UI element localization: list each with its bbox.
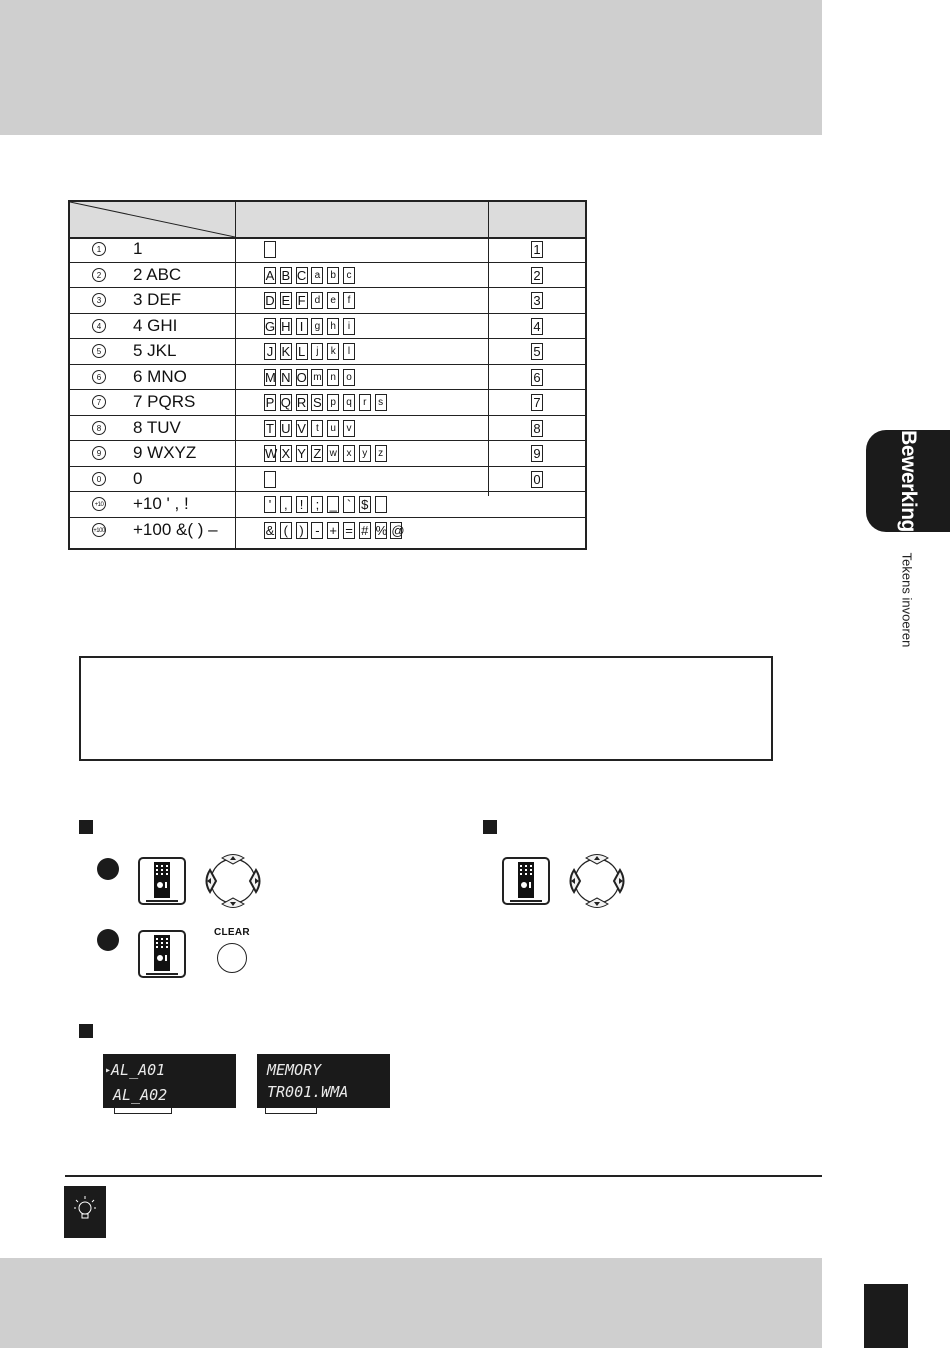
character-cell: # — [359, 522, 371, 539]
display-line: TR001.WMA — [267, 1083, 349, 1101]
number-column — [531, 471, 547, 489]
lightbulb-icon — [64, 1186, 106, 1238]
character-cells — [264, 267, 359, 285]
character-cell — [264, 471, 276, 488]
key-circle-icon: 8 — [92, 421, 106, 435]
step-marker — [97, 858, 119, 880]
table-row — [70, 416, 585, 442]
number-cell: 5 — [531, 343, 543, 360]
character-cell: E — [281, 293, 291, 308]
cursor-pad-icon — [202, 850, 264, 912]
subsection-title: Tekens invoeren — [899, 552, 915, 648]
character-cell: v — [343, 420, 355, 437]
key-circle-icon: 1 — [92, 242, 106, 256]
key-label: 1 — [133, 239, 143, 258]
key-label: +100 &( ) – — [133, 519, 218, 539]
character-cells — [264, 343, 359, 361]
character-cell: g — [311, 318, 323, 335]
number-cell: 8 — [531, 420, 543, 437]
character-cell: ( — [280, 522, 292, 539]
step-marker — [97, 929, 119, 951]
character-cell — [264, 241, 276, 258]
character-cell: L — [296, 343, 308, 360]
character-cell: d — [311, 292, 323, 309]
display-panel — [257, 1054, 390, 1108]
character-cell: a — [311, 267, 323, 284]
character-cells — [264, 496, 390, 514]
character-cell: b — [327, 267, 339, 284]
key-label: 6 MNO — [133, 366, 187, 386]
character-cell: - — [311, 522, 323, 539]
number-cell: 7 — [531, 394, 543, 411]
number-column — [531, 292, 547, 310]
character-cell: s — [375, 394, 387, 411]
table-row — [70, 492, 585, 518]
number-column — [531, 343, 547, 361]
display-panel — [103, 1054, 236, 1108]
character-cell: T — [264, 420, 276, 437]
remote-control-icon — [502, 857, 550, 905]
section-marker — [483, 820, 497, 834]
character-cell: % — [375, 522, 388, 538]
header-band — [0, 0, 822, 135]
character-cell: O — [296, 369, 307, 385]
character-cells — [264, 241, 280, 259]
number-column — [531, 369, 547, 387]
character-cell: = — [343, 522, 355, 539]
character-cell: P — [265, 395, 275, 410]
table-header — [70, 202, 585, 239]
character-cell: t — [311, 420, 323, 437]
character-cell: + — [327, 522, 339, 539]
key-label: 7 PQRS — [133, 392, 196, 411]
character-cell: V — [297, 420, 306, 436]
character-cell: S — [313, 395, 322, 410]
character-cell: u — [327, 420, 339, 437]
character-cell: h — [327, 318, 339, 335]
table-row — [70, 339, 585, 365]
number-cell: 9 — [531, 445, 543, 462]
character-cell: w — [327, 445, 339, 462]
character-cell: l — [343, 343, 355, 360]
remote-control-icon — [138, 930, 186, 978]
key-label: 5 JKL — [133, 341, 177, 360]
character-cell: $ — [359, 496, 371, 513]
key-label: 0 — [133, 468, 143, 488]
character-cell: m — [311, 369, 323, 386]
character-cell: j — [311, 343, 323, 360]
character-cells — [264, 471, 280, 489]
character-cell: A — [265, 267, 275, 283]
highlight-bracket — [114, 1108, 172, 1114]
character-cell — [375, 496, 387, 513]
character-cell: J — [264, 343, 276, 360]
character-cell: o — [343, 369, 355, 386]
number-cell: 4 — [531, 318, 543, 335]
display-line: MEMORY — [267, 1061, 322, 1079]
key-circle-icon: 5 — [92, 344, 106, 358]
notice-box — [79, 656, 773, 761]
character-cell: , — [280, 496, 292, 513]
character-cell: ! — [296, 496, 308, 513]
character-cells — [264, 522, 406, 540]
character-cell: r — [359, 394, 371, 411]
character-cell: Q — [280, 395, 291, 410]
character-cell: e — [327, 292, 339, 309]
key-label: 2 ABC — [133, 264, 182, 284]
key-label: 4 GHI — [133, 315, 178, 335]
character-cell: n — [327, 369, 339, 386]
key-circle-icon: 6 — [92, 370, 106, 384]
page-number-box — [864, 1284, 908, 1348]
character-cell: x — [343, 445, 355, 462]
number-column — [531, 394, 547, 412]
character-cells — [264, 369, 359, 387]
number-cell: 6 — [531, 369, 543, 386]
character-cell: y — [359, 445, 371, 462]
number-cell: 1 — [531, 241, 543, 258]
key-circle-icon: 7 — [92, 395, 106, 409]
key-circle-icon: 4 — [92, 319, 106, 333]
table-row — [70, 314, 585, 340]
character-cell: Z — [311, 445, 323, 462]
header-diagonal — [70, 202, 235, 237]
character-cell: K — [281, 344, 291, 359]
table-row — [70, 288, 585, 314]
section-marker — [79, 820, 93, 834]
key-circle-icon: 3 — [92, 293, 106, 307]
character-cells — [264, 292, 359, 310]
display-line-text: AL_A01 — [111, 1061, 166, 1079]
table-row — [70, 390, 585, 416]
display-line — [105, 1059, 236, 1084]
character-cell: B — [281, 267, 291, 283]
character-cell: i — [343, 318, 355, 335]
character-cell: N — [281, 369, 291, 385]
number-column — [531, 267, 547, 285]
character-cell: q — [343, 394, 355, 411]
character-cell: D — [265, 293, 275, 308]
character-cell: c — [343, 267, 355, 284]
number-column — [531, 241, 547, 259]
character-cell: z — [375, 445, 387, 462]
footer-band — [0, 1258, 822, 1348]
character-table — [68, 200, 587, 550]
key-circle-icon: +100 — [92, 523, 106, 537]
character-cell: & — [265, 522, 275, 538]
key-label: 9 WXYZ — [133, 443, 197, 462]
character-cells — [264, 318, 359, 336]
character-cell: R — [296, 395, 307, 410]
cursor-arrow-icon: ▸ — [105, 1065, 112, 1076]
key-circle-icon: 9 — [92, 446, 106, 460]
number-column — [531, 318, 547, 336]
character-cell: k — [327, 343, 339, 360]
key-label: +10 ' , ! — [133, 494, 189, 513]
character-cell: ; — [311, 496, 323, 513]
key-circle-icon: 2 — [92, 268, 106, 282]
number-column — [531, 445, 547, 463]
character-cells — [264, 420, 359, 438]
key-label: 8 TUV — [133, 417, 181, 437]
character-cell: U — [281, 420, 291, 436]
clear-label: CLEAR — [214, 927, 250, 938]
character-cell: _ — [327, 496, 339, 513]
character-cell: W — [265, 446, 278, 461]
clear-button[interactable] — [217, 943, 247, 973]
table-row — [70, 518, 585, 544]
number-cell: 2 — [531, 267, 543, 284]
divider-rule — [65, 1175, 822, 1177]
character-cell: X — [281, 446, 291, 461]
character-cells — [264, 445, 390, 463]
number-cell: 0 — [531, 471, 543, 488]
remote-control-icon — [138, 857, 186, 905]
character-cell: ) — [296, 522, 308, 539]
character-cell: C — [296, 267, 307, 283]
key-circle-icon: +10 — [92, 497, 106, 511]
character-cell: H — [281, 318, 291, 334]
display-line: AL_A02 — [113, 1086, 168, 1104]
table-row — [70, 441, 585, 467]
character-cell: f — [343, 292, 355, 309]
section-title: Bewerking — [897, 430, 920, 532]
table-row — [70, 263, 585, 289]
number-column — [531, 420, 547, 438]
section-tab — [866, 430, 950, 532]
key-circle-icon: 0 — [92, 472, 106, 486]
character-cell: M — [265, 369, 276, 385]
table-row — [70, 467, 585, 493]
number-cell: 3 — [531, 292, 543, 309]
highlight-bracket — [265, 1108, 317, 1114]
character-cell: p — [327, 394, 339, 411]
character-cell: I — [296, 318, 308, 335]
character-cell: Y — [297, 446, 306, 461]
section-marker — [79, 1024, 93, 1038]
character-cell: @ — [391, 522, 405, 538]
character-cell: F — [296, 292, 308, 309]
table-row — [70, 365, 585, 391]
key-label: 3 DEF — [133, 290, 182, 309]
character-cell: ` — [343, 496, 355, 513]
character-cells — [264, 394, 390, 412]
cursor-pad-icon — [566, 850, 628, 912]
character-cell: ' — [264, 496, 276, 513]
table-row — [70, 237, 585, 263]
character-cell: G — [265, 318, 276, 334]
